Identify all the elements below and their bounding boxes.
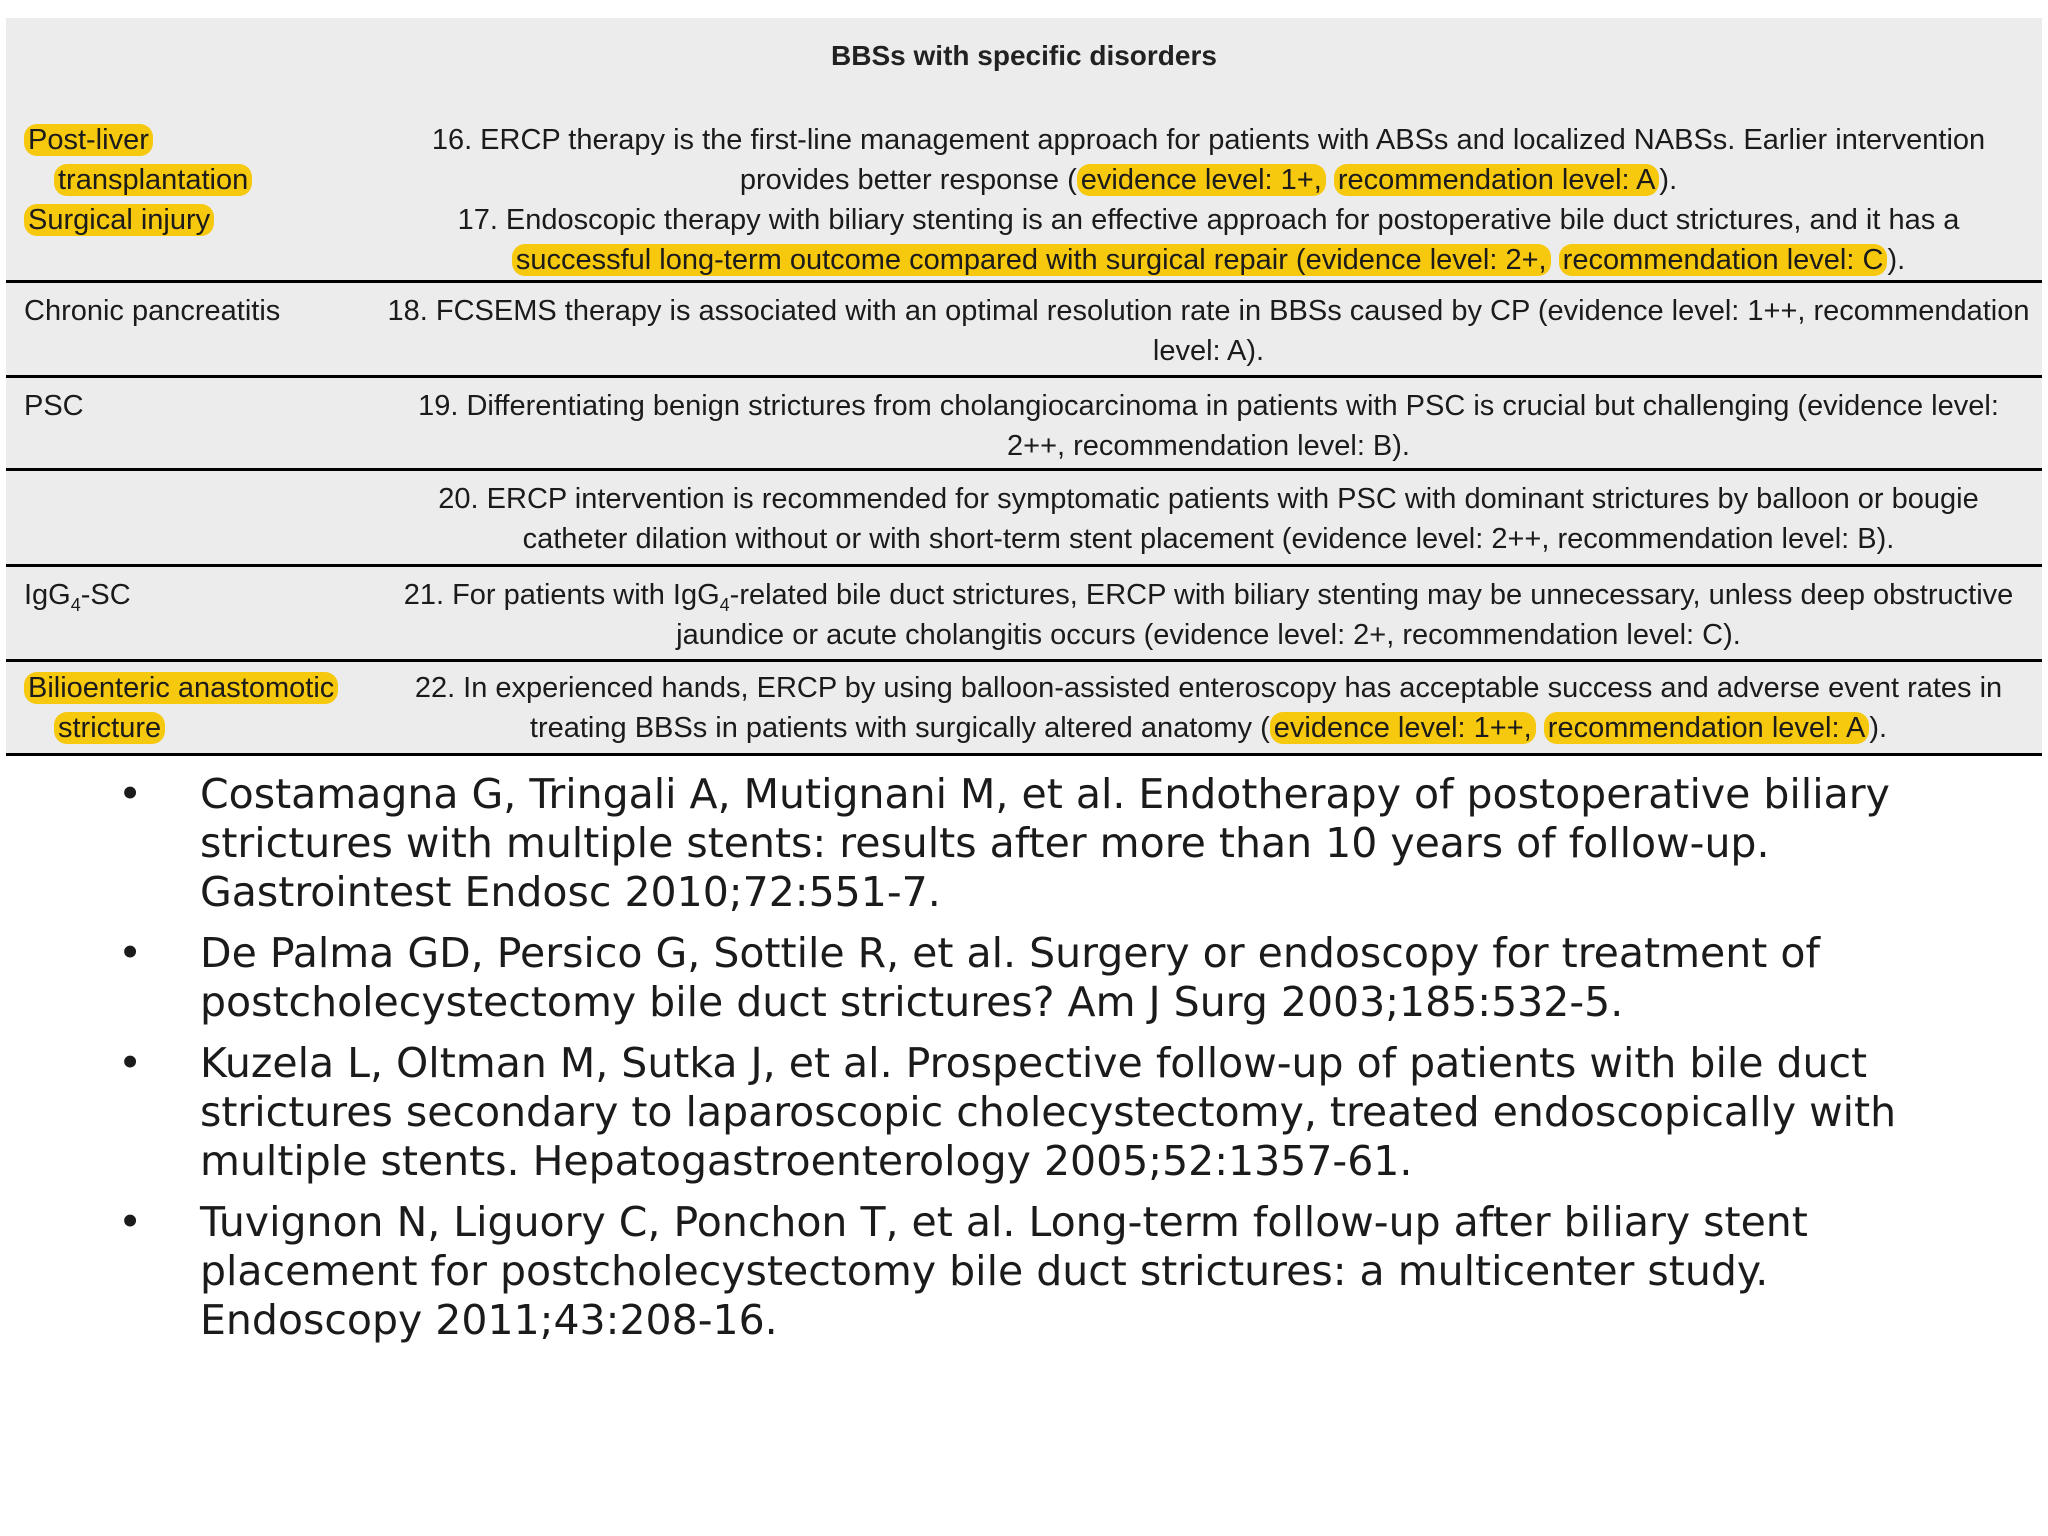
- row-label-psc: PSC: [24, 390, 84, 422]
- row-statement-20: 20. ERCP intervention is recommended for symptomatic patients with PSC with dominant strictures by balloon or bougie catheter dilation without or with short-term stent placement (evidence level: 2++, recommendation level: B).: [438, 483, 1979, 555]
- row-label-igg4-sc: [24, 575, 364, 615]
- row-label-post-liver-transplantation: [24, 120, 364, 200]
- statement-highlight: successful long-term outcome compared with surgical repair (evidence level: 2+,: [512, 244, 1551, 276]
- row-statement-22: [386, 668, 2031, 748]
- statement-highlight: recommendation level: A: [1334, 164, 1660, 196]
- reference-list: [118, 770, 1998, 1357]
- statement-text: 21. For patients with IgG: [403, 579, 720, 611]
- label-text: IgG: [24, 579, 71, 611]
- row-label-bilioenteric-anastomotic-stricture: [24, 668, 364, 748]
- table-row-20: [6, 471, 2042, 567]
- guideline-table: [6, 18, 2042, 756]
- row-statement-18: 18. FCSEMS therapy is associated with an optimal resolution rate in BBSs caused by CP (evidence level: 1++, recommendation level: A).: [387, 295, 2030, 367]
- statement-highlight: recommendation level: A: [1544, 712, 1870, 744]
- statement-highlight: recommendation level: C: [1559, 244, 1888, 276]
- label-line: Bilioenteric anastomotic: [24, 672, 338, 704]
- reference-item: [118, 770, 1998, 917]
- statement-text: ).: [1659, 164, 1678, 196]
- statement-text: 17. Endoscopic therapy with biliary stenting is an effective approach for postoperative bile duct strictures, and it has a: [457, 204, 1960, 236]
- reference-text: Costamagna G, Tringali A, Mutignani M, et al. Endotherapy of postoperative biliary strictures with multiple stents: results after more than 10 years of follow-up. Gastrointest Endosc 2010;72:551-7.: [200, 770, 1890, 916]
- table-row-18: [6, 283, 2042, 378]
- row-statement-21: [386, 575, 2031, 655]
- label-line: stricture: [54, 712, 165, 744]
- row-statement-19: 19. Differentiating benign strictures from cholangiocarcinoma in patients with PSC is crucial but challenging (evidence level: 2++, recommendation level: B).: [418, 390, 1999, 462]
- statement-text: [1551, 244, 1559, 276]
- table-row-16: [6, 98, 2042, 198]
- label-line: Surgical injury: [24, 204, 214, 236]
- statement-text: 16. ERCP therapy is the first-line management approach for patients with ABSs and localized NABSs. Earlier intervention provides better response (: [431, 124, 1986, 196]
- row-label-surgical-injury: [24, 200, 364, 240]
- bullet-icon: •: [118, 929, 143, 977]
- reference-text: Tuvignon N, Liguory C, Ponchon T, et al. Long-term follow-up after biliary stent placement for postcholecystectomy bile duct strictures: a multicenter study. Endoscopy 2011;43:208-16.: [200, 1198, 1808, 1344]
- table-title: BBSs with specific disorders: [831, 40, 1217, 71]
- table-row-22: [6, 662, 2042, 756]
- row-statement-16: [386, 120, 2031, 200]
- reference-text: De Palma GD, Persico G, Sottile R, et al. Surgery or endoscopy for treatment of postcholecystectomy bile duct strictures? Am J Surg 2003;185:532-5.: [200, 929, 1820, 1026]
- statement-text: [1326, 164, 1334, 196]
- label-subscript: 4: [70, 594, 81, 615]
- statement-text: [1536, 712, 1544, 744]
- statement-text: ).: [1887, 244, 1906, 276]
- label-line: Post-liver: [24, 124, 153, 156]
- statement-text: -related bile duct strictures, ERCP with biliary stenting may be unnecessary, unless deep obstructive jaundice or acute cholangitis occurs (evidence level: 2+, recommendation level: C).: [676, 579, 2014, 651]
- table-row-19: [6, 378, 2042, 471]
- reference-item: [118, 1198, 1998, 1345]
- table-row-21: [6, 567, 2042, 662]
- statement-subscript: 4: [719, 594, 730, 615]
- bullet-icon: •: [118, 770, 143, 818]
- row-statement-17: [386, 200, 2031, 280]
- bullet-icon: •: [118, 1198, 143, 1246]
- label-line: transplantation: [54, 164, 252, 196]
- reference-item: [118, 929, 1998, 1027]
- reference-text: Kuzela L, Oltman M, Sutka J, et al. Prospective follow-up of patients with bile duct strictures secondary to laparoscopic cholecystectomy, treated endoscopically with multiple stents. Hepatogastroenterology 2005;52:1357-61.: [200, 1039, 1897, 1185]
- table-row-17: [6, 198, 2042, 283]
- statement-text: ).: [1869, 712, 1888, 744]
- reference-item: [118, 1039, 1998, 1186]
- label-text: -SC: [80, 579, 131, 611]
- statement-highlight: evidence level: 1+,: [1077, 164, 1326, 196]
- statement-highlight: evidence level: 1++,: [1270, 712, 1536, 744]
- row-label-chronic-pancreatitis: Chronic pancreatitis: [24, 295, 281, 327]
- bullet-icon: •: [118, 1039, 143, 1087]
- statement-text: 22. In experienced hands, ERCP by using balloon-assisted enteroscopy has acceptable success and adverse event rates in treating BBSs in patients with surgically altered anatomy (: [414, 672, 2003, 744]
